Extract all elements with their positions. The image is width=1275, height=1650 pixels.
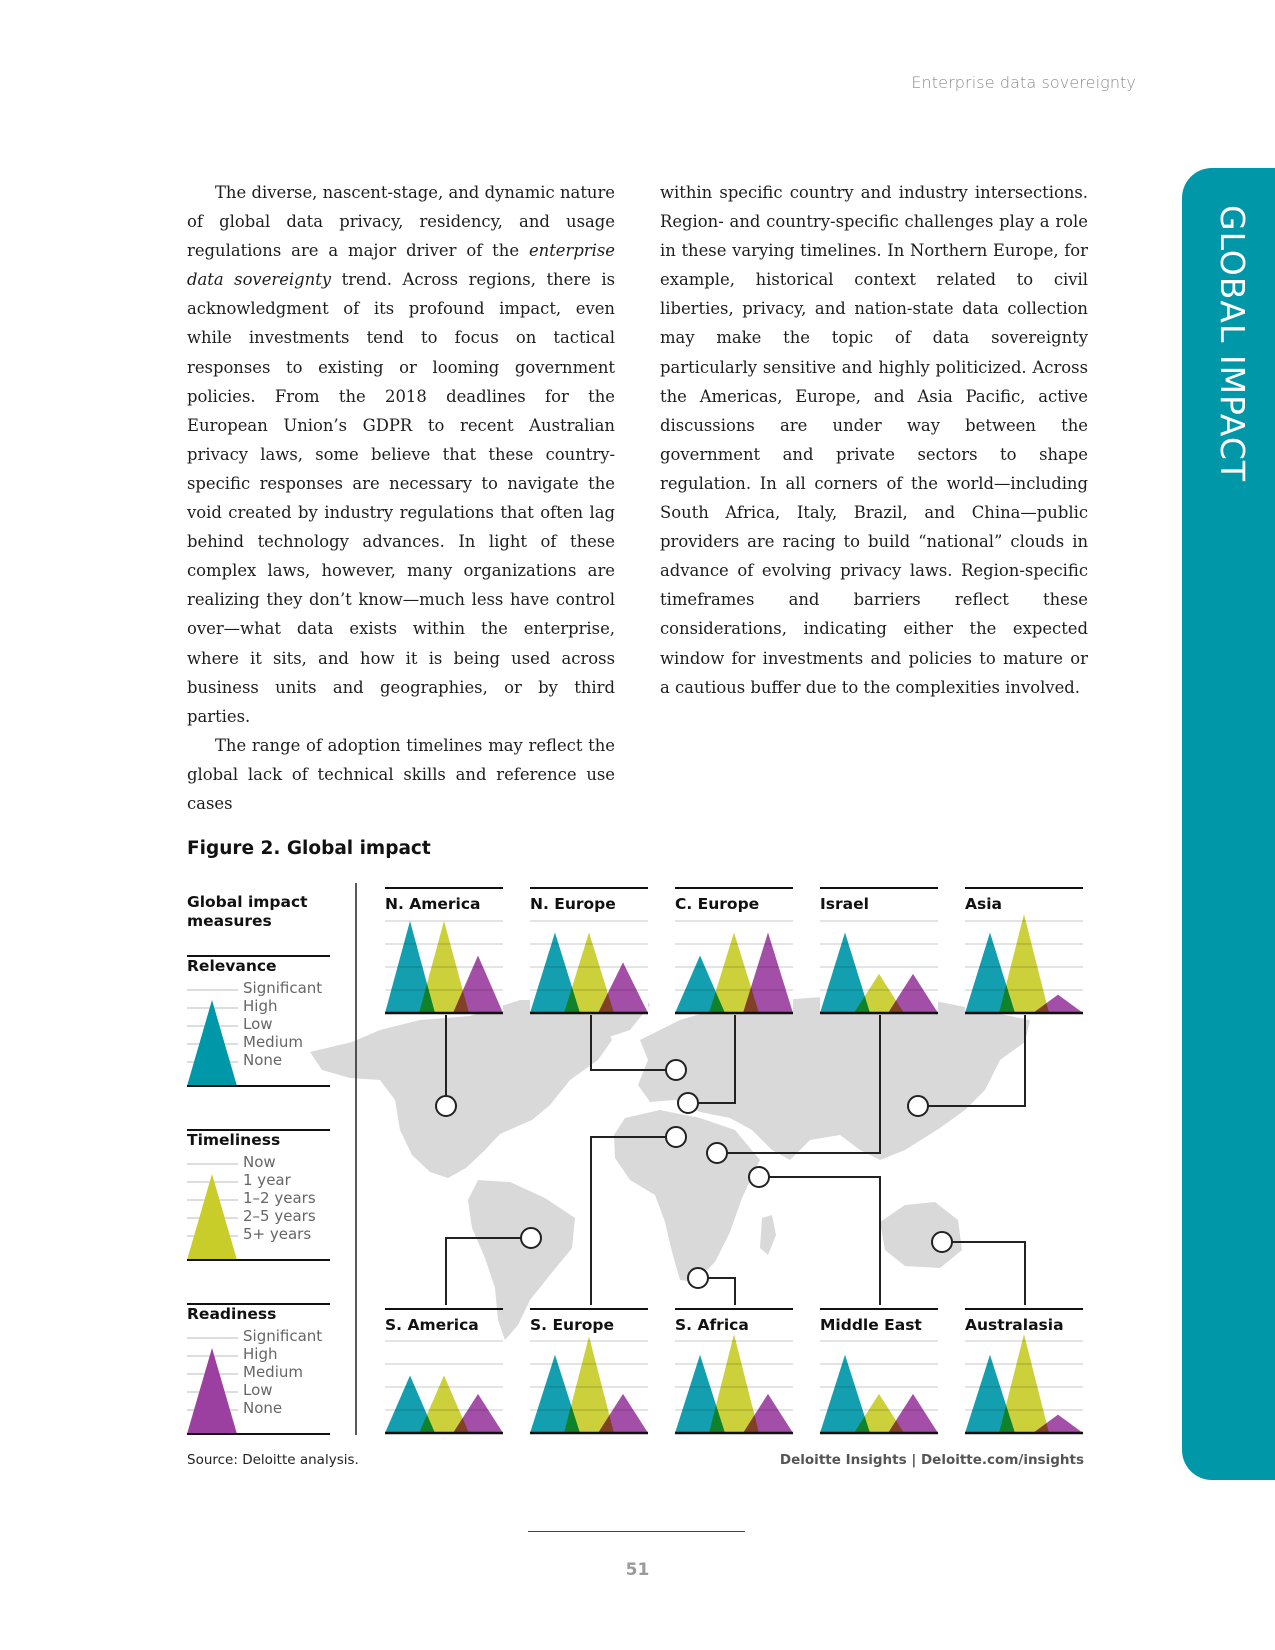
region-label: N. America bbox=[385, 895, 481, 913]
legend-level: Significant bbox=[243, 979, 323, 997]
figure-source: Source: Deloitte analysis. bbox=[187, 1452, 359, 1468]
legend-level: 2–5 years bbox=[243, 1207, 316, 1225]
legend-level: Medium bbox=[243, 1033, 303, 1051]
region-chart bbox=[675, 1309, 793, 1433]
region-chart bbox=[385, 888, 503, 1013]
south-america-landmass bbox=[468, 1180, 575, 1340]
paragraph: The range of adoption timelines may reflect the global lack of technical skills and reference use cases bbox=[187, 735, 615, 813]
legend-level: 5+ years bbox=[243, 1225, 312, 1243]
location-marker bbox=[678, 1093, 698, 1113]
location-marker bbox=[908, 1096, 928, 1116]
legend-level: Now bbox=[243, 1153, 276, 1171]
region-chart bbox=[530, 888, 648, 1013]
figure-credit: Deloitte Insights | Deloitte.com/insights bbox=[779, 1452, 1084, 1468]
africa-landmass bbox=[614, 1110, 760, 1282]
region-label: S. America bbox=[385, 1316, 479, 1334]
region-label: S. Europe bbox=[530, 1316, 614, 1334]
legend-title-readiness: Readiness bbox=[187, 1305, 277, 1323]
section-tab-label: GLOBAL IMPACT bbox=[1213, 205, 1252, 483]
legend-level: High bbox=[243, 1345, 278, 1363]
page-number: 51 bbox=[625, 1560, 650, 1580]
paragraph: within specific country and industry intersections. Region- and country-specific challenges play a role in these varying timelines. In Northern Europe, for example, historical context related to civil liberties, privacy, and nation-state data collection may make the topic of data sovereignty particularly sensitive and highly politicized. Across the Americas, Europe, and Asia Pacific, active discussions are under way between the government and private sectors to shape regulation. In all corners of the world—including South Africa, Italy, Brazil, and China—public providers are racing to build “national” clouds in advance of evolving privacy laws. Region-specific timeframes and barriers reflect these considerations, indicating either the expected window for investments and policies to mature or a cautious buffer due to the complexities involved. bbox=[660, 183, 1088, 697]
legend-level: High bbox=[243, 997, 278, 1015]
text-run: The diverse, nascent-stage, and dynamic nature of global data privacy, residency, and usage regulations are a major driver of the bbox=[187, 183, 615, 261]
region-label: N. Europe bbox=[530, 895, 616, 913]
region-chart bbox=[530, 1309, 648, 1433]
legend-level: Medium bbox=[243, 1363, 303, 1381]
location-marker bbox=[688, 1268, 708, 1288]
location-marker bbox=[666, 1060, 686, 1080]
region-chart bbox=[965, 1309, 1083, 1433]
region-label: S. Africa bbox=[675, 1316, 749, 1334]
location-marker bbox=[436, 1096, 456, 1116]
text-run: trend. Across regions, there is acknowledgment of its profound impact, even while investments tend to focus on tactical responses to existing or looming government policies. From the 2018 deadlines for the European Union’s GDPR to recent Australian privacy laws, some believe that these country-specific responses are necessary to navigate the void created by industry regulations that often lag behind technology advances. In light of these complex laws, however, many organizations are realizing they don’t know—much less have control over—what data exists within the enterprise, where it sits, and how it is being used across business units and geographies, or by third parties. bbox=[187, 270, 615, 726]
legend-title-timeliness: Timeliness bbox=[187, 1131, 281, 1149]
legend-graphics bbox=[187, 956, 330, 1434]
region-label: Asia bbox=[965, 895, 1002, 913]
legend-level: 1 year bbox=[243, 1171, 291, 1189]
legend-triangle bbox=[187, 1348, 237, 1434]
location-marker bbox=[666, 1127, 686, 1147]
location-marker bbox=[932, 1232, 952, 1252]
legend-triangle bbox=[187, 1174, 237, 1260]
legend-heading: Global impact measures bbox=[187, 893, 308, 930]
region-chart bbox=[820, 888, 938, 1013]
legend-level: 1–2 years bbox=[243, 1189, 316, 1207]
legend-triangle bbox=[187, 1000, 237, 1086]
figure-title: Figure 2. Global impact bbox=[187, 838, 431, 859]
legend-level: Low bbox=[243, 1381, 273, 1399]
location-marker bbox=[521, 1228, 541, 1248]
emphasis: enterprise data sovereignty bbox=[187, 241, 615, 290]
region-label: Israel bbox=[820, 895, 869, 913]
region-chart bbox=[965, 888, 1083, 1013]
leader-line bbox=[762, 1177, 880, 1305]
running-head: Enterprise data sovereignty bbox=[911, 73, 1136, 92]
legend-level: Significant bbox=[243, 1327, 323, 1345]
region-label: C. Europe bbox=[675, 895, 760, 913]
region-chart bbox=[820, 1309, 938, 1433]
legend-level: None bbox=[243, 1051, 283, 1069]
world-map bbox=[310, 985, 1030, 1340]
madagascar-landmass bbox=[760, 1215, 776, 1255]
footer-rule bbox=[528, 1531, 745, 1532]
region-label: Middle East bbox=[820, 1316, 922, 1334]
location-marker bbox=[749, 1167, 769, 1187]
legend-level: None bbox=[243, 1399, 283, 1417]
legend-title-relevance: Relevance bbox=[187, 957, 277, 975]
legend-level: Low bbox=[243, 1015, 273, 1033]
region-label: Australasia bbox=[965, 1316, 1064, 1334]
region-chart bbox=[385, 1309, 503, 1433]
region-chart bbox=[675, 888, 793, 1013]
location-marker bbox=[707, 1143, 727, 1163]
